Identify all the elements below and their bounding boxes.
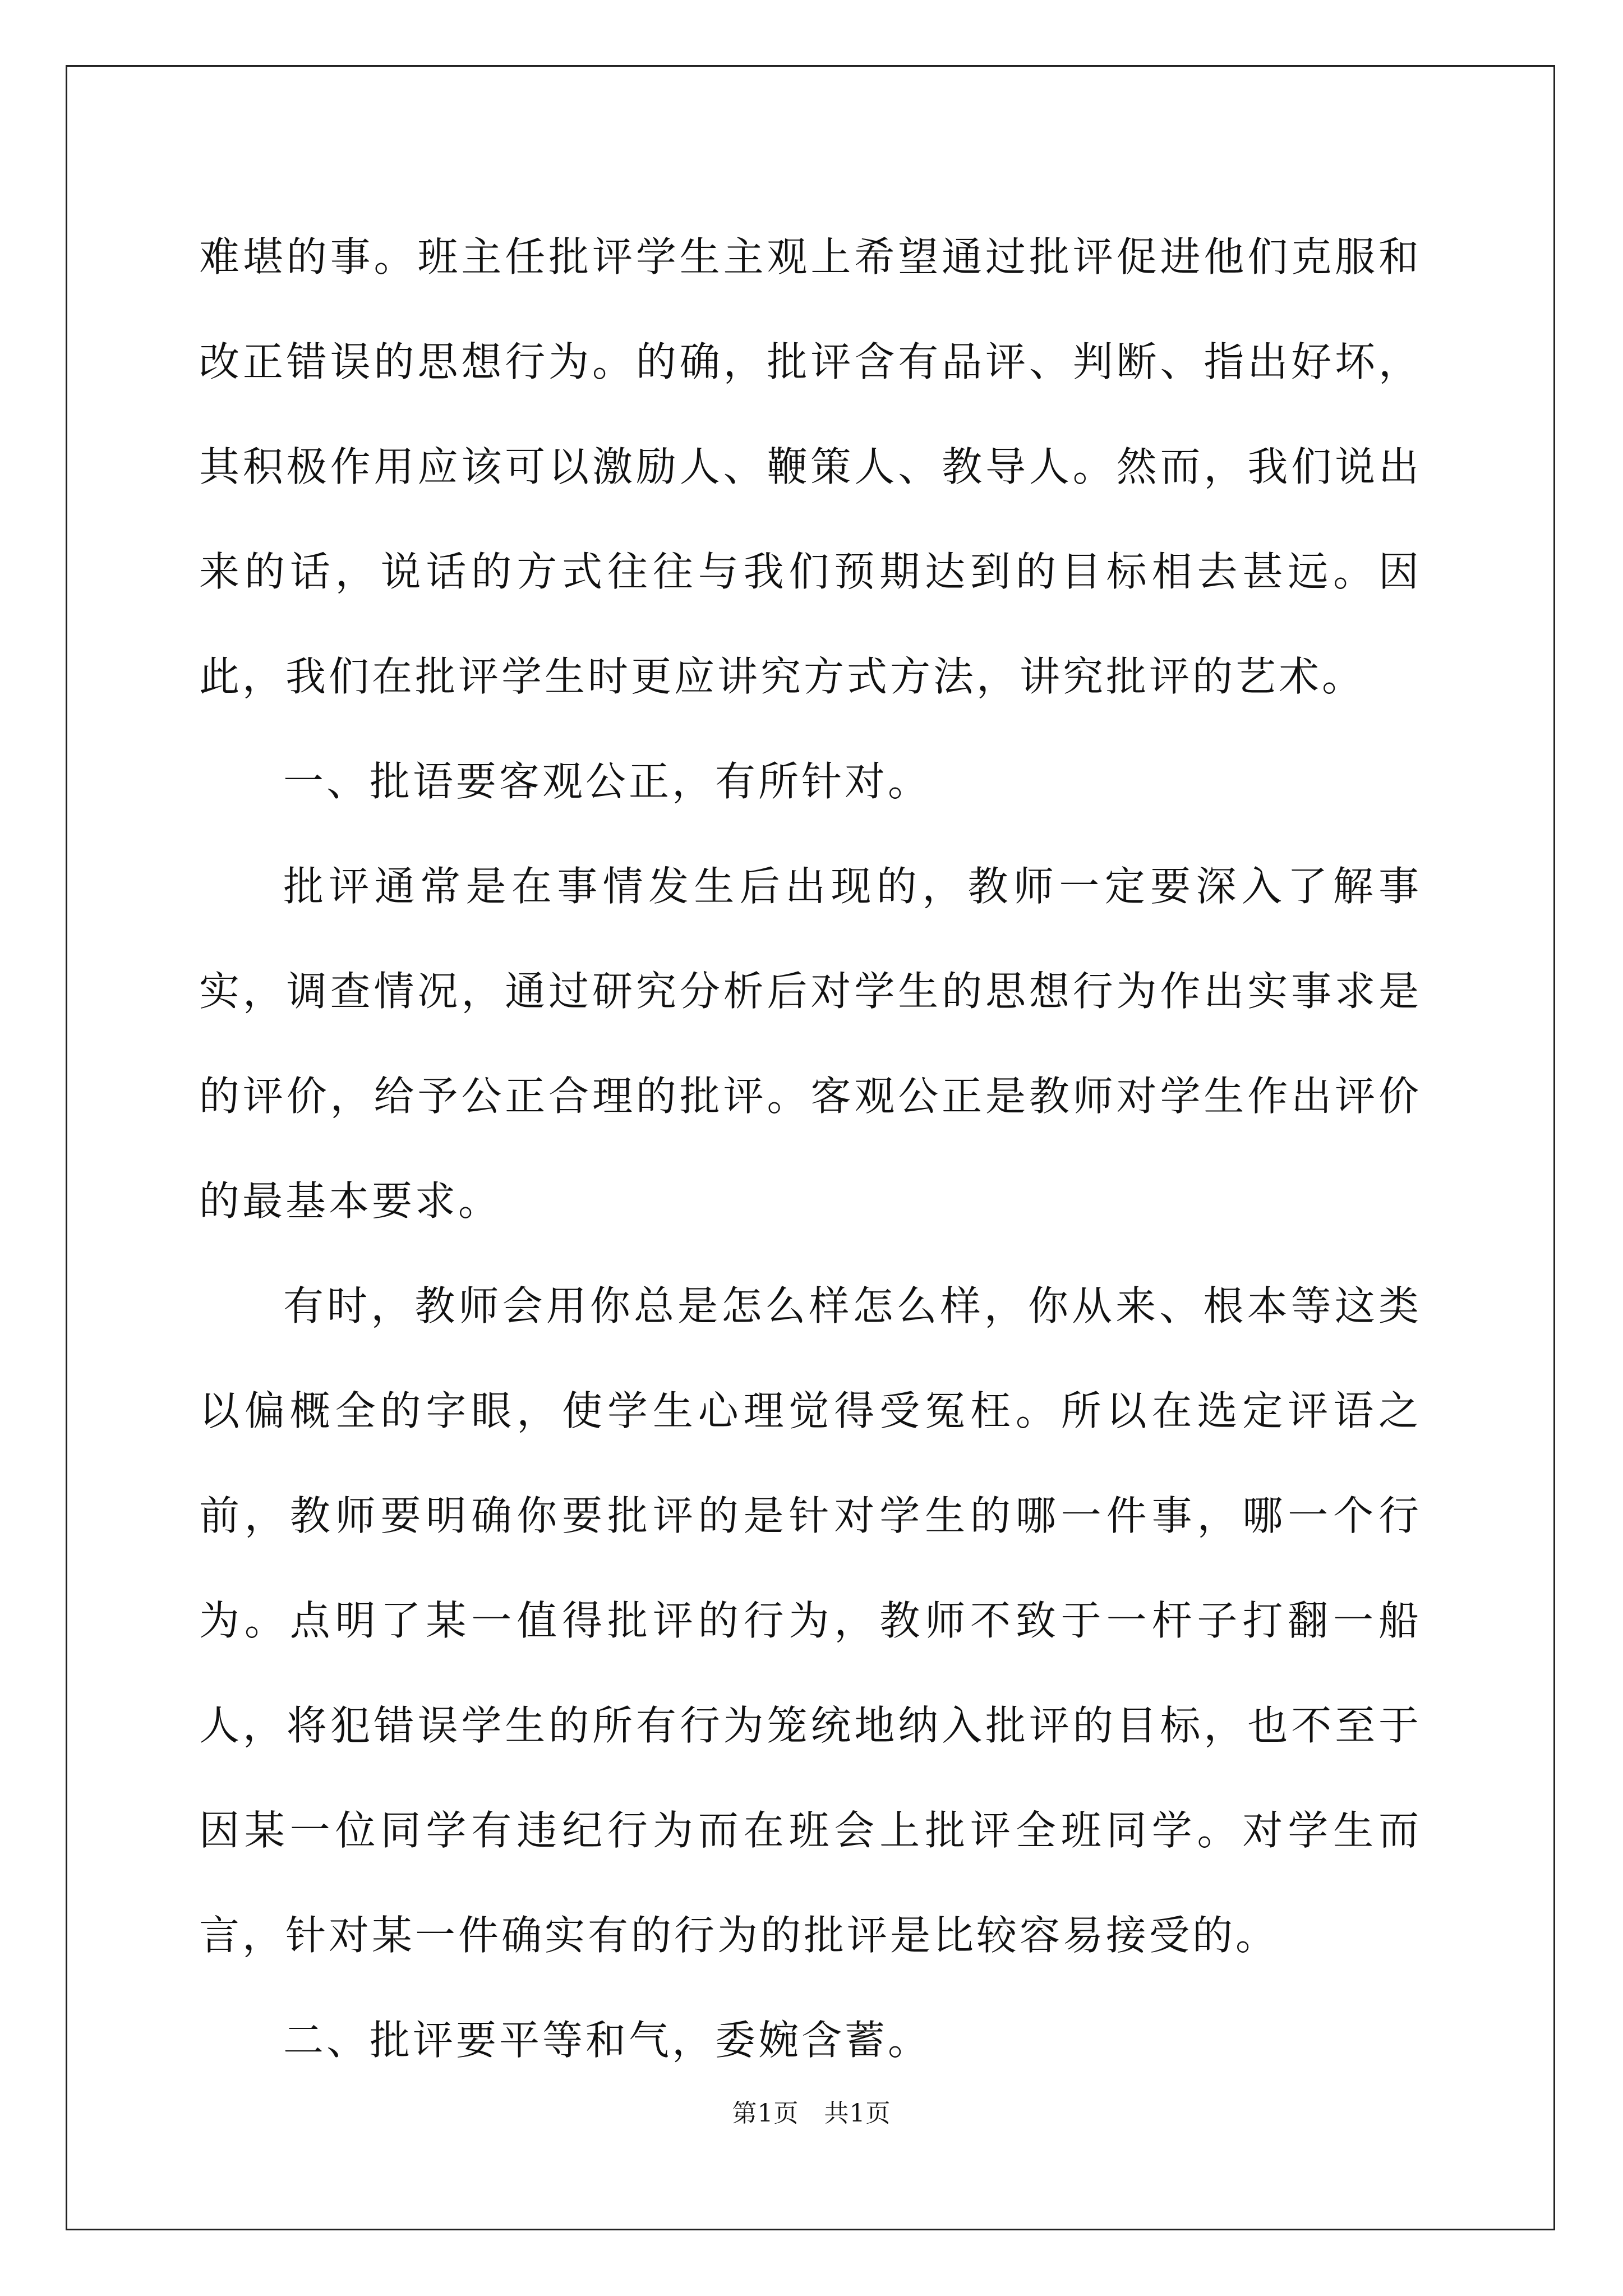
heading-section-two: 二、批评要平等和气，委婉含蓄。 bbox=[283, 2017, 932, 2064]
paragraph-section-one-a: 批评通常是在事情发生后出现的，教师一定要深入了解事实，调查情况，通过研究分析后对学生的思想行为作出实事求是的评价，给予公正合理的批评。客观公正是教师对学生作出评价的最基本要求。 bbox=[199, 863, 1422, 1225]
document-body bbox=[199, 216, 1422, 2093]
paragraph-section-one-b: 有时，教师会用你总是怎么样怎么样，你从来、根本等这类以偏概全的字眼，使学生心理觉得受冤枉。所以在选定评语之前，教师要明确你要批评的是针对学生的哪一件事，哪一个行为。点明了某一值得批评的行为，教师不致于一杆子打翻一船人，将犯错误学生的所有行为笼统地纳入批评的目标，也不至于因某一位同学有违纪行为而在班会上批评全班同学。对学生而言，针对某一件确实有的行为的批评是比较容易接受的。 bbox=[199, 1282, 1422, 1959]
paragraph-intro: 难堪的事。班主任批评学生主观上希望通过批评促进他们克服和改正错误的思想行为。的确，批评含有品评、判断、指出好坏，其积极作用应该可以激励人、鞭策人、教导人。然而，我们说出来的话，说话的方式往往与我们预期达到的目标相去甚远。因此，我们在批评学生时更应讲究方式方法，讲究批评的艺术。 bbox=[199, 233, 1422, 700]
heading-section-one: 一、批语要客观公正，有所针对。 bbox=[283, 758, 932, 805]
page-footer: 第1页 共1页 bbox=[732, 2099, 891, 2128]
